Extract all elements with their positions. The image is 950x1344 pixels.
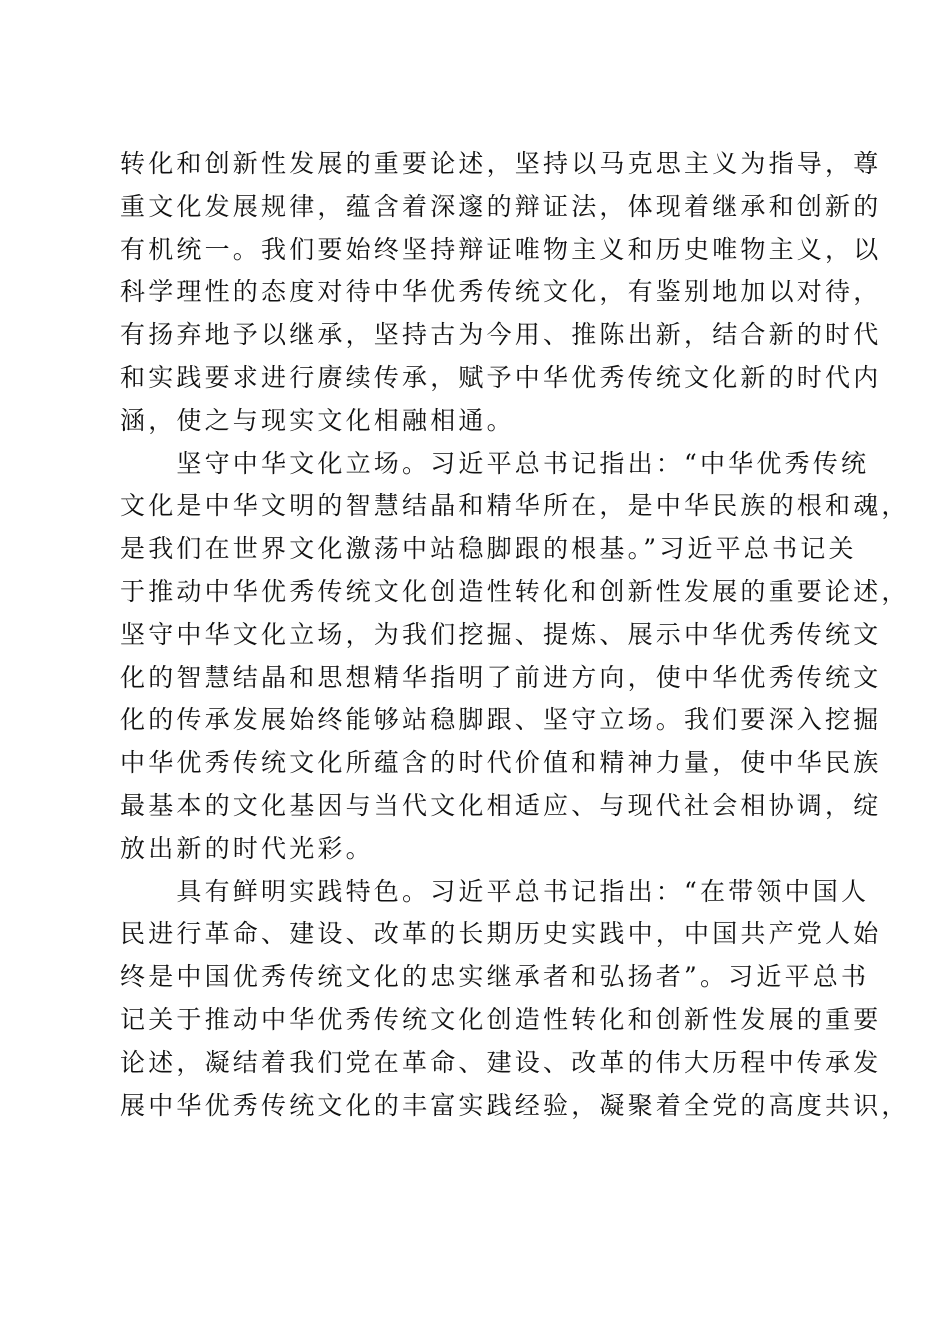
body-text [120, 143, 910, 1127]
text-line: 化的智慧结晶和思想精华指明了前进方向，使中华优秀传统文 [120, 662, 882, 692]
text-line: 坚守中华文化立场，为我们挖掘、提炼、展示中华优秀传统文 [120, 619, 882, 649]
text-line: 终是中国优秀传统文化的忠实继承者和弘扬者”。习近平总书 [120, 962, 870, 992]
text-line: 化的传承发展始终能够站稳脚跟、坚守立场。我们要深入挖掘 [120, 705, 882, 735]
text-line: 文化是中华文明的智慧结晶和精华所在，是中华民族的根和魂， [120, 491, 910, 521]
paragraph-start-line: 具有鲜明实践特色。习近平总书记指出：“在带领中国人 [120, 876, 870, 906]
text-line: 最基本的文化基因与当代文化相适应、与现代社会相协调，绽 [120, 790, 882, 820]
text-line: 记关于推动中华优秀传统文化创造性转化和创新性发展的重要 [120, 1004, 882, 1034]
text-line: 转化和创新性发展的重要论述，坚持以马克思主义为指导，尊 [120, 149, 882, 178]
text-line: 重文化发展规律，蕴含着深邃的辩证法，体现着继承和创新的 [120, 191, 882, 221]
text-line: 有机统一。我们要始终坚持辩证唯物主义和历史唯物主义，以 [120, 234, 882, 264]
text-line: 民进行革命、建设、改革的长期历史实践中，中国共产党人始 [120, 919, 882, 949]
text-line: 中华优秀传统文化所蕴含的时代价值和精神力量，使中华民族 [120, 748, 882, 778]
paragraph-start-line: 坚守中华文化立场。习近平总书记指出：“中华优秀传统 [120, 448, 870, 478]
text-line: 展中华优秀传统文化的丰富实践经验，凝聚着全党的高度共识， [120, 1090, 910, 1120]
text-line: 和实践要求进行赓续传承，赋予中华优秀传统文化新的时代内 [120, 362, 882, 392]
text-line: 论述，凝结着我们党在革命、建设、改革的伟大历程中传承发 [120, 1047, 882, 1077]
text-line: 是我们在世界文化激荡中站稳脚跟的根基。”习近平总书记关 [120, 534, 857, 564]
text-line: 于推动中华优秀传统文化创造性转化和创新性发展的重要论述， [120, 576, 910, 606]
text-line: 科学理性的态度对待中华优秀传统文化，有鉴别地加以对待， [120, 277, 882, 307]
text-line: 放出新的时代光彩。 [120, 833, 374, 863]
text-line: 有扬弃地予以继承，坚持古为今用、推陈出新，结合新的时代 [120, 320, 882, 350]
text-line: 涵，使之与现实文化相融相通。 [120, 405, 515, 435]
